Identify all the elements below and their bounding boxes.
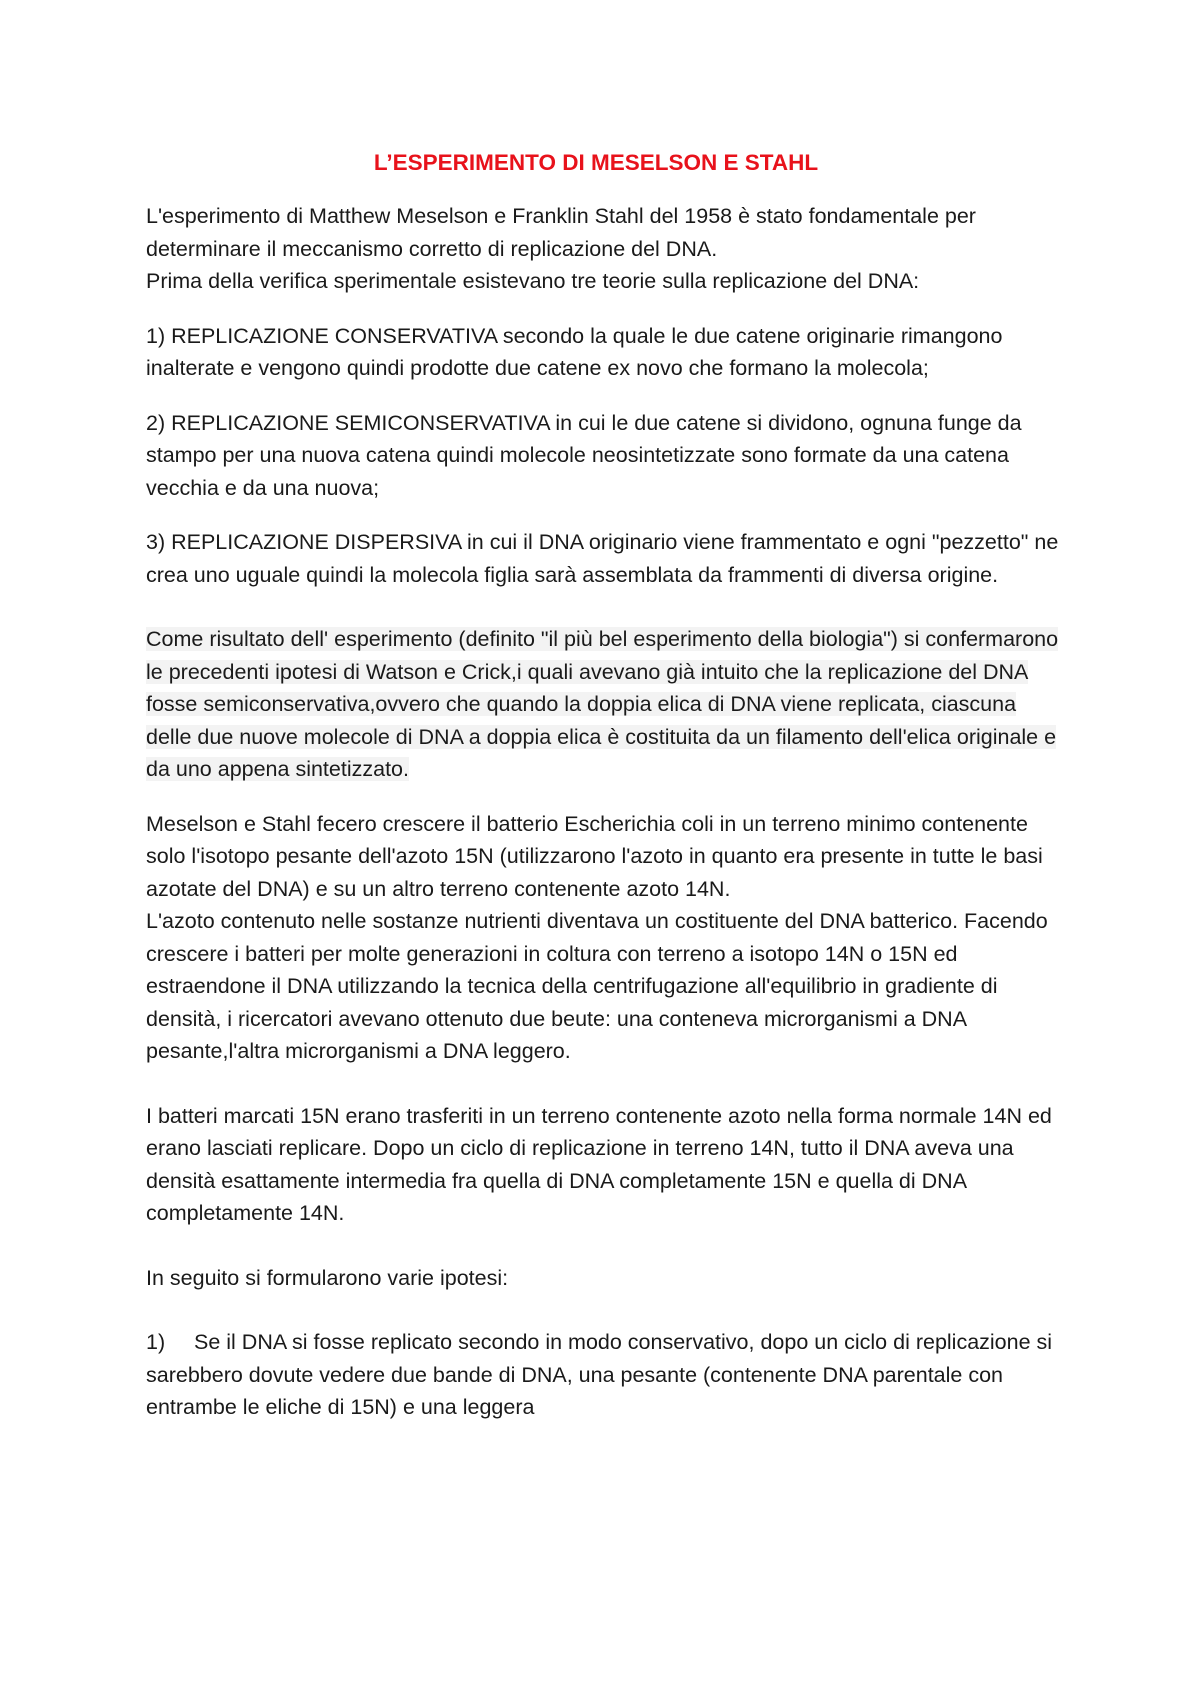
hypothesis-1-text: Se il DNA si fosse replicato secondo in modo conservativo, dopo un ciclo di replicazione si sarebbero dovute vedere due bande di DNA, una pesante (contenente DNA parentale con entrambe le eliche di 15N) e una leggera [146,1330,1053,1419]
hypothesis-1-number: 1) [146,1330,166,1354]
result-text: Come risultato dell' esperimento (definito "il più bel esperimento della biologia") si confermarono le precedenti ipotesi di Watson e Crick,i quali avevano già intuito che la replicazione del DNA fosse semiconservativa,ovvero che quando la doppia elica di DNA viene replicata, ciascuna delle due nuove molecole di DNA a doppia elica è costituita da un filamento dell'elica originale e da uno appena sintetizzato. [146,627,1059,781]
hypothesis-1 [146,1326,1066,1424]
transfer-paragraph: I batteri marcati 15N erano trasferiti in un terreno contenente azoto nella forma normale 14N ed erano lasciati replicare. Dopo un ciclo di replicazione in terreno 14N, tutto il DNA aveva una densità esattamente intermedia fra quella di DNA completamente 15N e quella di DNA completamente 14N. [146,1103,1052,1225]
method-paragraph-2: L'azoto contenuto nelle sostanze nutrienti diventava un costituente del DNA batterico. Facendo crescere i batteri per molte generazioni in coltura con terreno a isotopo 14N o 15N ed estraendone il DNA utilizzando la tecnica della centrifugazione all'equilibrio in gradiente di densità, i ricercatori avevano ottenuto due beute: una conteneva microrganismi a DNA pesante,l'altra microrganismi a DNA leggero. [146,909,1048,1063]
theory-semiconservative: 2) REPLICAZIONE SEMICONSERVATIVA in cui le due catene si dividono, ognuna funge da stampo per una nuova catena quindi molecole neosintetizzate sono formate da una catena vecchia e da una nuova; [146,410,1022,500]
theory-dispersive: 3) REPLICAZIONE DISPERSIVA in cui il DNA originario viene frammentato e ogni "pezzetto" ne crea uno uguale quindi la molecola figlia sarà assemblata da frammenti di diversa origine. [146,530,1059,587]
hypotheses-intro: In seguito si formularono varie ipotesi: [146,1265,509,1290]
method-paragraph-1: Meselson e Stahl fecero crescere il batterio Escherichia coli in un terreno minimo contenente solo l'isotopo pesante dell'azoto 15N (utilizzarono l'azoto in quanto era presente in tutte le basi azotate del DNA) e su un altro terreno contenente azoto 14N. [146,811,1043,901]
document-body [146,148,1066,1424]
result-paragraph [146,623,1066,786]
theory-conservative: 1) REPLICAZIONE CONSERVATIVA secondo la quale le due catene originarie rimangono inalterate e vengono quindi prodotte due catene ex novo che formano la molecola; [146,323,1003,380]
intro-paragraph-1: L'esperimento di Matthew Meselson e Franklin Stahl del 1958 è stato fondamentale per determinare il meccanismo corretto di replicazione del DNA. [146,204,976,261]
document-title: L’ESPERIMENTO DI MESELSON E STAHL [373,150,819,175]
intro-paragraph-2: Prima della verifica sperimentale esistevano tre teorie sulla replicazione del DNA: [146,269,920,293]
